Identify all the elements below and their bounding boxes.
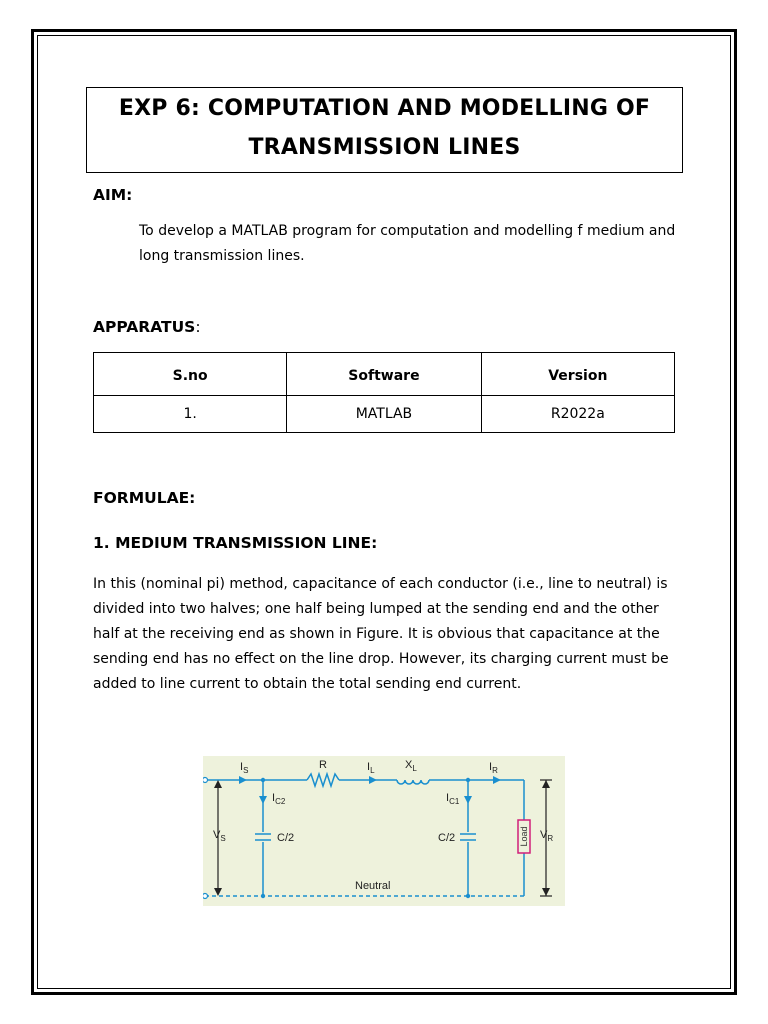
aim-text-line-2: long transmission lines. [139, 248, 305, 264]
paragraph-line: divided into two halves; one half being lumped at the sending end and the other [93, 601, 659, 617]
aim-text-line-1: To develop a MATLAB program for computation and modelling f medium and [139, 223, 676, 239]
label-vr: $V_R$ [540, 829, 554, 843]
label-ic2: $I_{C2}$ [272, 792, 286, 806]
label-neutral: Neutral [355, 880, 391, 892]
cell-sno: 1. [94, 396, 287, 433]
nominal-pi-circuit-diagram [203, 756, 565, 906]
apparatus-heading-text: APPARATUS [93, 318, 196, 336]
column-header-version: Version [481, 353, 674, 396]
aim-text [139, 219, 675, 269]
column-header-software: Software [287, 353, 481, 396]
terminal-top-left [203, 778, 208, 783]
label-ir: $I_R$ [489, 761, 498, 775]
label-c-right: C/2 [438, 832, 456, 844]
medium-line-heading: 1. MEDIUM TRANSMISSION LINE: [93, 534, 378, 552]
column-header-sno: S.no [94, 353, 287, 396]
title-line-2: TRANSMISSION LINES [248, 135, 521, 160]
title-line-1: EXP 6: COMPUTATION AND MODELLING OF [118, 96, 651, 121]
paragraph-line: added to line current to obtain the total sending end current. [93, 676, 522, 692]
formulae-paragraph [93, 572, 669, 697]
label-vs: $V_S$ [213, 829, 226, 843]
load-label: Load [519, 826, 529, 847]
label-c-left: C/2 [277, 832, 295, 844]
node-bottom-right [466, 894, 470, 898]
terminal-bottom-left [203, 894, 208, 899]
label-r: R [319, 759, 327, 771]
node-bottom-left [261, 894, 265, 898]
aim-heading: AIM: [93, 186, 133, 204]
table-header-row [94, 353, 675, 396]
label-ic1: $I_{C1}$ [446, 792, 460, 806]
title-box [86, 87, 683, 173]
formulae-heading: FORMULAE: [93, 489, 196, 507]
paragraph-line: half at the receiving end as shown in Figure. It is obvious that capacitance at the [93, 626, 660, 642]
cell-version: R2022a [481, 396, 674, 433]
apparatus-heading [93, 318, 201, 336]
apparatus-table [93, 352, 675, 433]
node-top-left [261, 778, 265, 782]
paragraph-line: sending end has no effect on the line drop. However, its charging current must be [93, 651, 669, 667]
cell-software: MATLAB [287, 396, 481, 433]
node-top-right [466, 778, 470, 782]
paragraph-line: In this (nominal pi) method, capacitance of each conductor (i.e., line to neutral) is [93, 576, 668, 592]
label-xl: $X_L$ [405, 759, 417, 773]
table-row [94, 396, 675, 433]
label-is: $I_S$ [240, 761, 249, 775]
apparatus-heading-colon: : [195, 318, 201, 336]
label-il: $I_L$ [367, 761, 375, 775]
